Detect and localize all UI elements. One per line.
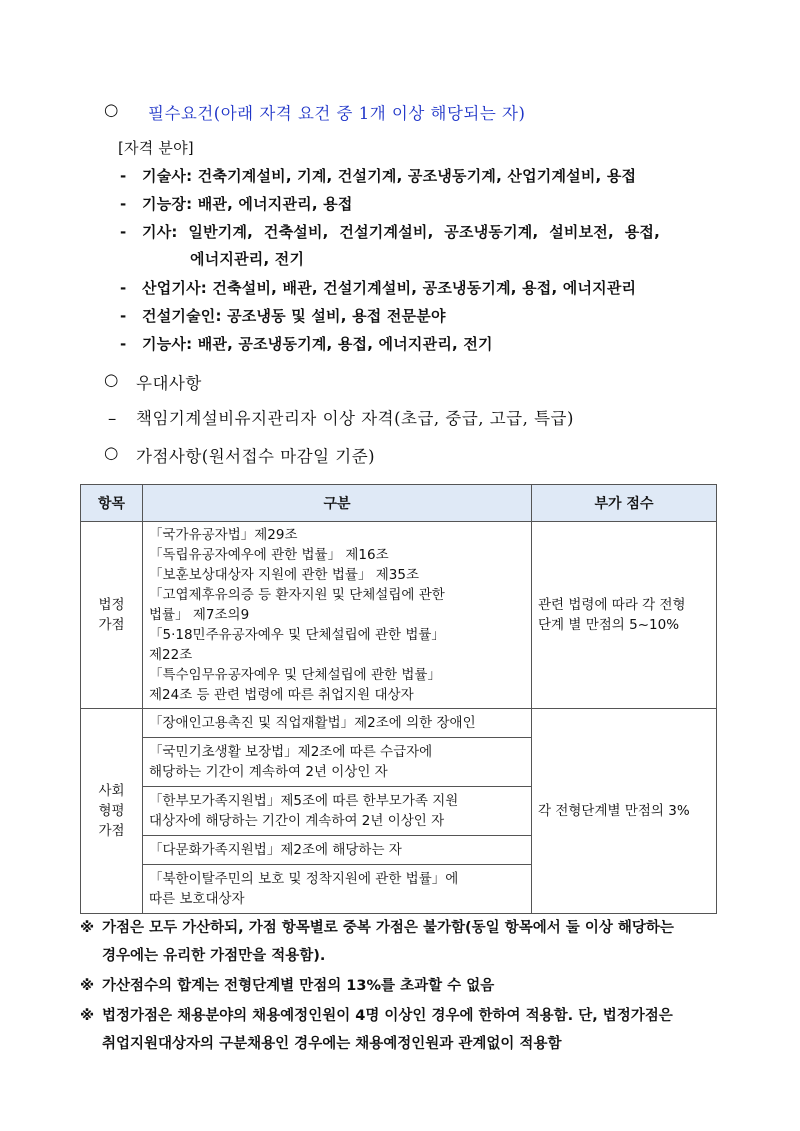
table-row-legal <box>81 522 717 709</box>
social-item: 「한부모가족지원법」제5조에 따른 한부모가족 지원 대상자에 해당하는 기간이 계속하여 2년 이상인 자 <box>143 787 532 836</box>
note-1: ※ 가점은 모두 가산하되, 가점 항목별로 중복 가점은 불가함(동일 항목에서 둘 이상 해당하는 <box>80 920 674 936</box>
social-item: 「북한이탈주민의 보호 및 정착지원에 관한 법률」에 따른 보호대상자 <box>143 865 532 914</box>
requirement-item: - 기사: 일반기계, 건축설비, 건설기계설비, 공조냉동기계, 설비보전, 용접, <box>120 223 660 241</box>
requirement-item: - 기술사: 건축기계설비, 기계, 건설기계, 공조냉동기계, 산업기계설비, 용접 <box>120 167 637 185</box>
reference-mark-icon: ※ <box>80 978 95 994</box>
social-label: 사회 형평 가점 <box>81 709 143 914</box>
preference-heading: 우대사항 <box>136 374 202 393</box>
note-2: ※ 가산점수의 합계는 전형단계별 만점의 13%를 초과할 수 없음 <box>80 978 495 994</box>
bullet-circle-icon: ○ <box>104 443 119 462</box>
bullet-circle-icon: ○ <box>104 100 119 119</box>
note-3-continued: 취업지원대상자의 구분채용인 경우에는 채용예정인원과 관계없이 적용함 <box>102 1036 562 1052</box>
social-points: 각 전형단계별 만점의 3% <box>532 709 717 914</box>
legal-points: 관련 법령에 따라 각 전형 단계 별 만점의 5~10% <box>532 522 717 709</box>
legal-label: 법정 가점 <box>81 522 143 709</box>
reference-mark-icon: ※ <box>80 1008 95 1024</box>
bonus-table <box>80 484 717 914</box>
preference-item: – 책임기계설비유지관리자 이상 자격(초급, 중급, 고급, 특급) <box>108 409 574 428</box>
field-label: [자격 분야] <box>118 139 194 157</box>
bonus-heading: 가점사항(원서접수 마감일 기준) <box>136 447 376 466</box>
requirements-heading: 필수요건(아래 자격 요건 중 1개 이상 해당되는 자) <box>148 104 526 123</box>
note-3: ※ 법정가점은 채용분야의 채용예정인원이 4명 이상인 경우에 한하여 적용함. 단, 법정가점은 <box>80 1008 673 1024</box>
legal-description: 「국가유공자법」제29조 「독립유공자예우에 관한 법률」 제16조 「보훈보상대상자 지원에 관한 법률」 제35조 「고엽제후유의증 등 환자지원 및 단체설립에 관한 법률」 제7조의9 「5·18민주유공자예우 및 단체설립에 관한 법률」 제22조 「특수임무유공자예우 및 단체설립에 관한 법률」 제24조 등 관련 법령에 따른 취업지원 대상자 <box>143 522 532 709</box>
header-item: 항목 <box>81 485 143 522</box>
requirement-item: - 건설기술인: 공조냉동 및 설비, 용접 전문분야 <box>120 307 446 325</box>
note-1-continued: 경우에는 유리한 가점만을 적용함). <box>102 948 326 964</box>
header-points: 부가 점수 <box>532 485 717 522</box>
social-item: 「다문화가족지원법」제2조에 해당하는 자 <box>143 836 532 865</box>
table-header-row <box>81 485 717 522</box>
table-row-social <box>81 709 717 738</box>
social-item: 「장애인고용촉진 및 직업재활법」제2조에 의한 장애인 <box>143 709 532 738</box>
social-item: 「국민기초생활 보장법」제2조에 따른 수급자에 해당하는 기간이 계속하여 2년 이상인 자 <box>143 738 532 787</box>
reference-mark-icon: ※ <box>80 920 95 936</box>
requirement-item: - 산업기사: 건축설비, 배관, 건설기계설비, 공조냉동기계, 용접, 에너지관리 <box>120 279 637 297</box>
header-category: 구분 <box>143 485 532 522</box>
requirement-item: - 기능사: 배관, 공조냉동기계, 용접, 에너지관리, 전기 <box>120 335 493 353</box>
bullet-circle-icon: ○ <box>104 370 119 389</box>
requirement-item: - 기능장: 배관, 에너지관리, 용접 <box>120 195 353 213</box>
requirement-item-continued: 에너지관리, 전기 <box>190 250 305 268</box>
